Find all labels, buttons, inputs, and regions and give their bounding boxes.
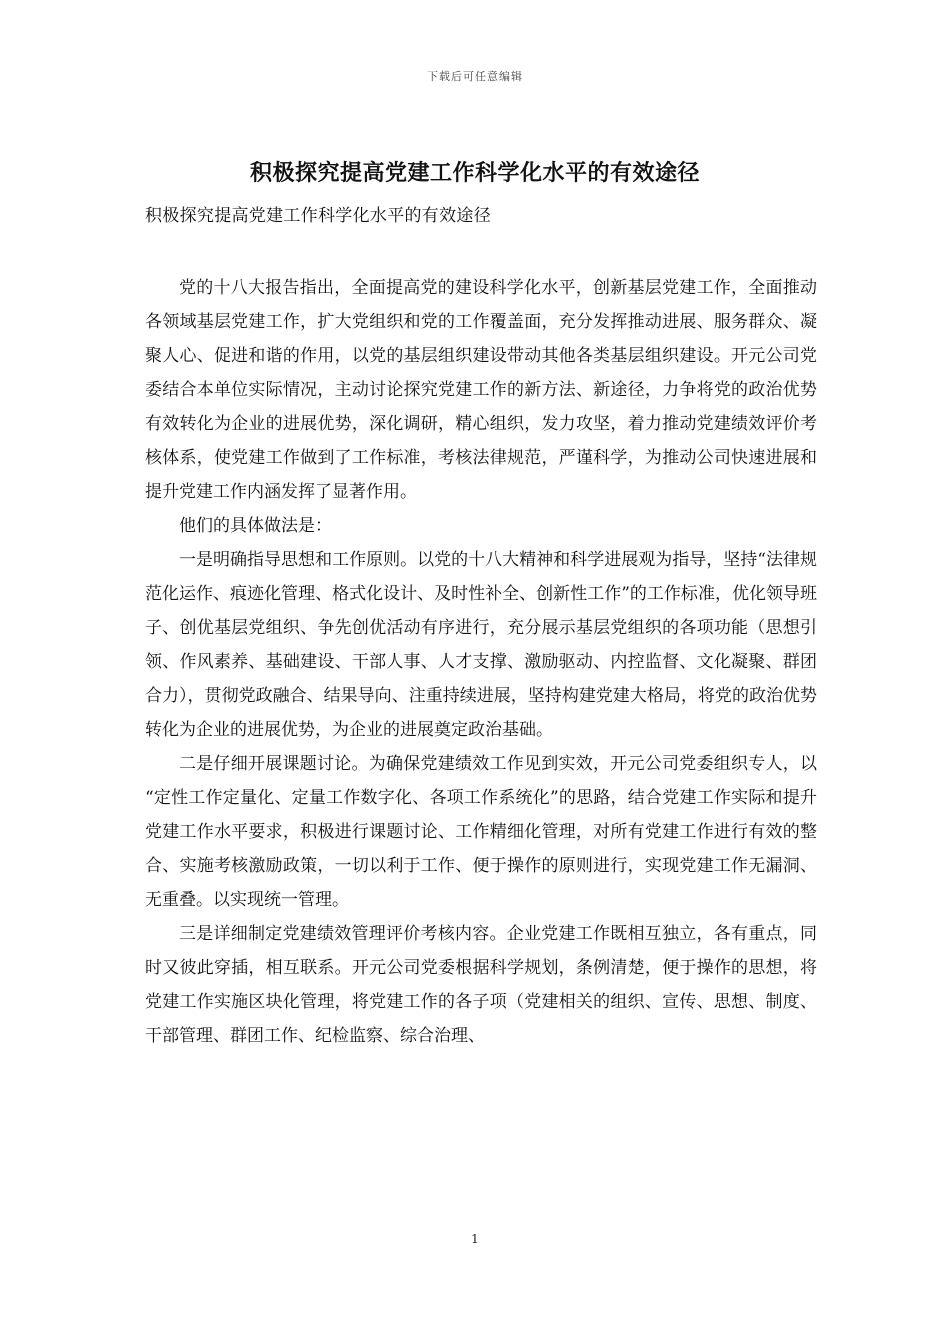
- page-number: 1: [471, 1232, 479, 1246]
- header-note: 下载后可任意编辑: [427, 70, 523, 83]
- document-body: [145, 271, 817, 1053]
- paragraph: 一是明确指导思想和工作原则。以党的十八大精神和科学进展观为指导，坚持“法律规范化运作、痕迹化管理、格式化设计、及时性补全、创新性工作”的工作标准，优化领导班子、创优基层党组织、争先创优活动有序进行，充分展示基层党组织的各项功能（思想引领、作风素养、基础建设、干部人事、人才支撑、激励驱动、内控监督、文化凝聚、群团合力），贯彻党政融合、结果导向、注重持续进展，坚持构建党建大格局，将党的政治优势转化为企业的进展优势，为企业的进展奠定政治基础。: [145, 550, 817, 740]
- paragraph: 二是仔细开展课题讨论。为确保党建绩效工作见到实效，开元公司党委组织专人，以 “定性工作定量化、定量工作数字化、各项工作系统化”的思路，结合党建工作实际和提升党建工作水平要求，积极进行课题讨论、工作精细化管理，对所有党建工作进行有效的整合、实施考核激励政策，一切以利于工作、便于操作的原则进行，实现党建工作无漏洞、无重叠。以实现统一管理。: [145, 754, 817, 910]
- document-title: 积极探究提高党建工作科学化水平的有效途径: [249, 160, 700, 186]
- document-subtitle: 积极探究提高党建工作科学化水平的有效途径: [145, 206, 491, 226]
- paragraph: 三是详细制定党建绩效管理评价考核内容。企业党建工作既相互独立，各有重点，同时又彼此穿插，相互联系。开元公司党委根据科学规划，条例清楚，便于操作的思想，将党建工作实施区块化管理，将党建工作的各子项（党建相关的组织、宣传、思想、制度、干部管理、群团工作、纪检监察、综合治理、: [145, 924, 817, 1046]
- paragraph: 党的十八大报告指出，全面提高党的建设科学化水平，创新基层党建工作，全面推动各领域基层党建工作，扩大党组织和党的工作覆盖面，充分发挥推动进展、服务群众、凝聚人心、促进和谐的作用，以党的基层组织建设带动其他各类基层组织建设。开元公司党委结合本单位实际情况，主动讨论探究党建工作的新方法、新途径，力争将党的政治优势有效转化为企业的进展优势，深化调研，精心组织，发力攻坚，着力推动党建绩效评价考核体系，使党建工作做到了工作标准，考核法律规范，严谨科学，为推动公司快速进展和提升党建工作内涵发挥了显著作用。: [145, 278, 817, 502]
- paragraph: 他们的具体做法是：: [179, 516, 332, 536]
